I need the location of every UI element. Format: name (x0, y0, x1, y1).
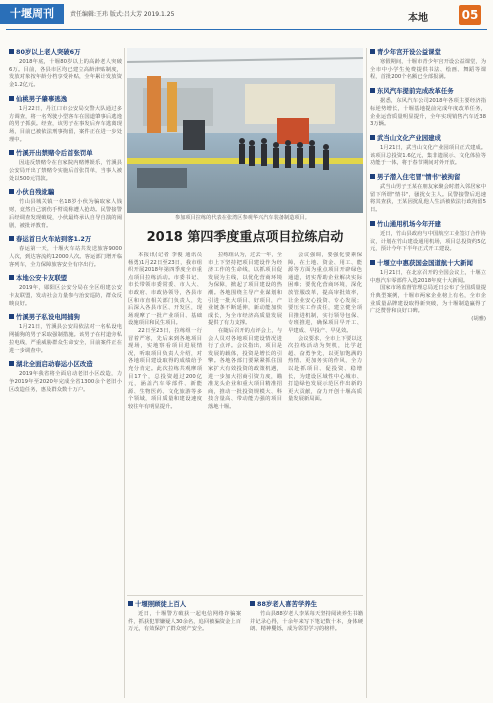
column-divider (366, 48, 367, 698)
brief-paragraph: 2019年，郧阳区公安分局在全区组建公安卡友联盟，发动社会力量参与治安巡防，群众反映良好。 (9, 285, 122, 307)
main-headline: 2018 第四季度重点项目拉练启动 (146, 230, 344, 245)
brief-paragraph: 竹山县城关镇一名18岁小伙为骗取家人钱财，竟然自己割伤手臂谎称遭人抢劫。民警接警后经调查发现破绽，小伙最终承认自导自演的闹剧，被批评教育。 (9, 199, 122, 229)
brief-paragraph: 1月21日，在北京召开的全国会议上，十堰立中惠汽车零部件入选2018年度十大新闻。 (370, 269, 486, 284)
news-brief (9, 313, 122, 355)
square-bullet-icon (9, 361, 14, 366)
brief-paragraph: 1月21日，竹溪县公安局依法对一名私设电网捕狗的男子采取强制措施。该男子在村道旁私拉电线，严重威胁群众生命安全，目前案件正在进一步调查中。 (9, 324, 122, 354)
brief-paragraph: 近日，竹山县政府与中国航空工业签订合作协议，计划在竹山建设通用机场，项目总投资约5亿元，预计今年下半年正式开工建设。 (370, 230, 486, 253)
brief-headline-text: 十堰立中惠获国金国道航十大新闻 (377, 258, 473, 267)
bottom-rule (127, 595, 363, 596)
brief-paragraph: 近日，十堰警方破获一起电信网络诈骗案件，抓获犯罪嫌疑人30余名，追回被骗资金上百万元，有效保护了群众财产安全。 (128, 611, 241, 633)
news-brief (370, 134, 486, 168)
square-bullet-icon (9, 314, 14, 319)
square-bullet-icon (250, 601, 255, 606)
brief-headline-text: 武当山文化产业园建成 (377, 133, 441, 142)
left-column (9, 48, 122, 703)
news-brief (9, 235, 122, 269)
square-bullet-icon (370, 221, 375, 226)
brief-paragraph: 2018年底，十堰80岁以上的高龄老人突破6万。目前，各县市区均已建立高龄津贴制度，发放对象按年龄分档享受补贴，全年累计发放资金1.2亿元。 (9, 59, 122, 89)
main-paragraph: 22日至23日，拉练组一行冒着严寒，先后来到各地项目现场，实地察看项目进展情况，听取项目负责人介绍，对各地项目建设取得的成绩给予充分肯定。此次拉练共观摩项目17个，总投资超过200亿元，涵盖汽车零部件、新能源、生物医药、文化旅游等多个领域，项目质量和建设速度较往年有明显提升。 (128, 327, 202, 410)
brief-headline (370, 259, 486, 268)
brief-headline (9, 235, 122, 244)
square-bullet-icon (370, 88, 375, 93)
square-bullet-icon (9, 275, 14, 280)
photo-caption: 参加项目拉练的代表在张湾区参观华兴汽车装备制造项目。 (175, 215, 310, 221)
brief-headline (9, 95, 122, 104)
square-bullet-icon (370, 135, 375, 140)
bottom-left-article (128, 600, 241, 700)
brief-paragraph: 1月22日，丹江口市公安局交警大队通过多方调查，将一名驾驶小型客车在国道肇事后逃逸的男子抓获。经查，该男子在事发后弃车逃离现场，目前已被依法刑事拘留，案件正在进一步处理中。 (9, 105, 122, 143)
brief-paragraph: 2019年我省将全面启动老旧小区改造，力争2019年至2020年完成全省1300余个老旧小区改造任务，惠及群众数十万户。 (9, 371, 122, 393)
news-brief (370, 220, 486, 254)
brief-headline (9, 313, 122, 322)
brief-paragraph: 寒假期间，十堰市青少年宫开设公益课堂，为全市中小学生免费提供书法、绘画、舞蹈等课程，首批200个名额已全部报满。 (370, 59, 486, 81)
section-name: 本地 (408, 13, 428, 24)
square-bullet-icon (370, 49, 375, 54)
news-brief (9, 188, 122, 230)
square-bullet-icon (9, 96, 14, 101)
brief-headline (370, 87, 486, 96)
brief-headline (370, 48, 486, 57)
brief-headline (9, 48, 122, 57)
news-brief (9, 95, 122, 145)
brief-paragraph: 国家市场监督管理总局近日公布了全国质量提升典型案例，十堰市两家企业榜上有名，全市企业质量品牌建设取得新突破，为十堰制造赢得了广泛赞誉和良好口碑。 (370, 285, 486, 315)
header-rule (6, 29, 487, 30)
news-brief (9, 48, 122, 90)
news-brief (9, 360, 122, 394)
brief-headline (128, 600, 241, 609)
square-bullet-icon (370, 260, 375, 265)
brief-headline-text: 春运首日火车站到客1.2万 (16, 235, 92, 244)
brief-headline-text: 青少年宫开设公益课堂 (377, 48, 441, 56)
square-bullet-icon (9, 49, 14, 54)
brief-headline (370, 220, 486, 229)
main-paragraph: 会议要求，全市上下要以这次拉练活动为契机，比学赶超、奋勇争先，以更加饱满的热情、更加务实的作风，全力以赴抓项目、促投资、稳增长，为建设区域性中心城市、打造绿色发展示范区作出新的更大贡献，奋力开创十堰高质量发展新局面。 (288, 335, 362, 403)
main-paragraph: 拉练组认为，过去一年，全市上下坚持把项目建设作为经济工作的生命线，以抓项目促发展为主线，以优化营商环境为保障，掀起了项目建设的热潮。各地围绕主导产业谋划和引进一批大项目、好项目，产业链条不断延伸，新动能加快成长，为全市经济高质量发展提供了有力支撑。 (208, 252, 282, 327)
brief-headline-text: 男子潜入住宅冒"情书"被拘留 (377, 173, 461, 182)
news-brief (250, 600, 363, 634)
news-brief (370, 173, 486, 215)
news-brief (9, 149, 122, 183)
brief-paragraph: 因违反禁赌令在自家院内赌博娱乐，竹溪县公安局开出了禁赌令实施后首张罚单，当事人被处以500元罚款。 (9, 160, 122, 182)
main-paragraph: 在随后召开的点评会上，与会人员对各地项目建设情况进行了点评。会议指出，项目是发展的载体，投资是增长的引擎。各地各部门要紧紧抓住国家扩大有效投资的政策机遇，进一步加大招商引资力度，瞄准龙头企业和重大项目精准招商，推动一批投资规模大、科技含量高、带动能力强的项目落地十堰。 (208, 327, 282, 410)
page-header (0, 0, 493, 30)
main-article-body (128, 252, 362, 587)
author-signature: (胡雅) (471, 316, 486, 323)
brief-paragraph: 据悉，东风汽车公司2018年各项主要经济指标逆势增长，十堰基地提前完成年度改革任务，企业运营质量明显提升，全年实现销售汽车近383万辆。 (370, 98, 486, 128)
brief-headline (9, 274, 122, 283)
square-bullet-icon (128, 601, 133, 606)
page-number: 05 (459, 5, 481, 25)
brief-paragraph: 1月21日，武当山文化产业园项目正式建成。该项目总投资1.6亿元，集非遗展示、文化体验等功能于一体，将于春节期间对外开放。 (370, 144, 486, 167)
brief-paragraph: 武当山男子王某在朋友家聚会时潜入邻居家中留下所谓"情书"，骚扰女主人。民警接警后迅速将其查获，王某因扰乱他人生活被依法行政拘留5日。 (370, 184, 486, 214)
square-bullet-icon (9, 236, 14, 241)
news-brief (370, 87, 486, 129)
brief-headline-text: 竹山通用机场今年开建 (377, 219, 441, 228)
main-paragraph: 本报讯(记者 李俊 通讯员 杨勇)1月22日至23日，我市组织开展2018年第四季度全市重点项目拉练活动。市委书记、市长带领市委常委、市人大、市政府、市政协领导，各县市区和市直相关部门负责人，先后深入各县市区、开发区，现场观摩了一批产业项目、基础设施项目和民生项目。 (128, 252, 202, 327)
brief-headline-text: 80岁以上老人突破6万 (16, 48, 81, 56)
brief-headline-text: 十堰照顾徒上百人 (135, 600, 187, 608)
main-paragraph: 会议强调，要强化要素保障，在土地、资金、用工、能源等方面为重点项目开辟绿色通道，切实帮助企业解决实际困难；要优化营商环境，深化放管服改革，提高审批效率，让企业安心投资、专心发展；要压实工作责任，建立健全项目推进机制，实行领导包保、专班推进，确保项目早开工、早建成、早投产、早见效。 (288, 252, 362, 334)
brief-headline-text: 湖北全面启动春运小区改造 (16, 360, 93, 369)
brief-paragraph: 竹山县88岁老人李某每天坚持阅读养生书籍并记录心得，十余年来写下笔记数十本，身体硬朗、精神矍铄，成为邻里学习的榜样。 (250, 611, 363, 633)
brief-headline (9, 360, 122, 369)
brief-headline (250, 600, 363, 609)
right-column (370, 48, 486, 703)
brief-headline (9, 188, 122, 197)
brief-headline-text: 竹溪男子私设电网捕狗 (16, 313, 80, 322)
brief-paragraph: 春运第一天，十堰火车站共发送旅客9000人次，到达客流约12000人次。客运部门增开临客列车，全力保障旅客安全有序出行。 (9, 246, 122, 268)
brief-headline-text: 仙桃男子肇事逃逸 (16, 94, 68, 103)
brief-headline (9, 149, 122, 158)
bottom-right-article (250, 600, 363, 700)
masthead-logo: 十堰周刊 (0, 4, 64, 24)
news-brief (370, 48, 486, 82)
square-bullet-icon (9, 189, 14, 194)
brief-headline (370, 134, 486, 143)
brief-headline-text: 小伙自残讹騙 (16, 188, 55, 197)
brief-headline (370, 173, 486, 182)
brief-headline-text: 竹溪开出禁赌令后首张罚单 (16, 149, 93, 158)
factory-floor-image (127, 48, 363, 213)
column-divider (124, 48, 125, 698)
brief-headline-text: 88岁老人喜苦学养生 (257, 600, 318, 608)
square-bullet-icon (9, 150, 14, 155)
news-photo (127, 48, 363, 213)
news-brief (370, 259, 486, 324)
news-brief (9, 274, 122, 308)
square-bullet-icon (370, 174, 375, 179)
news-brief (128, 600, 241, 634)
brief-headline-text: 东风汽车提前完成改革任务 (377, 87, 454, 96)
editor-meta: 责任编辑:王玮 版式:吕大芳 2019.1.25 (70, 11, 175, 18)
brief-headline-text: 本地公安卡友联盟 (16, 274, 68, 283)
